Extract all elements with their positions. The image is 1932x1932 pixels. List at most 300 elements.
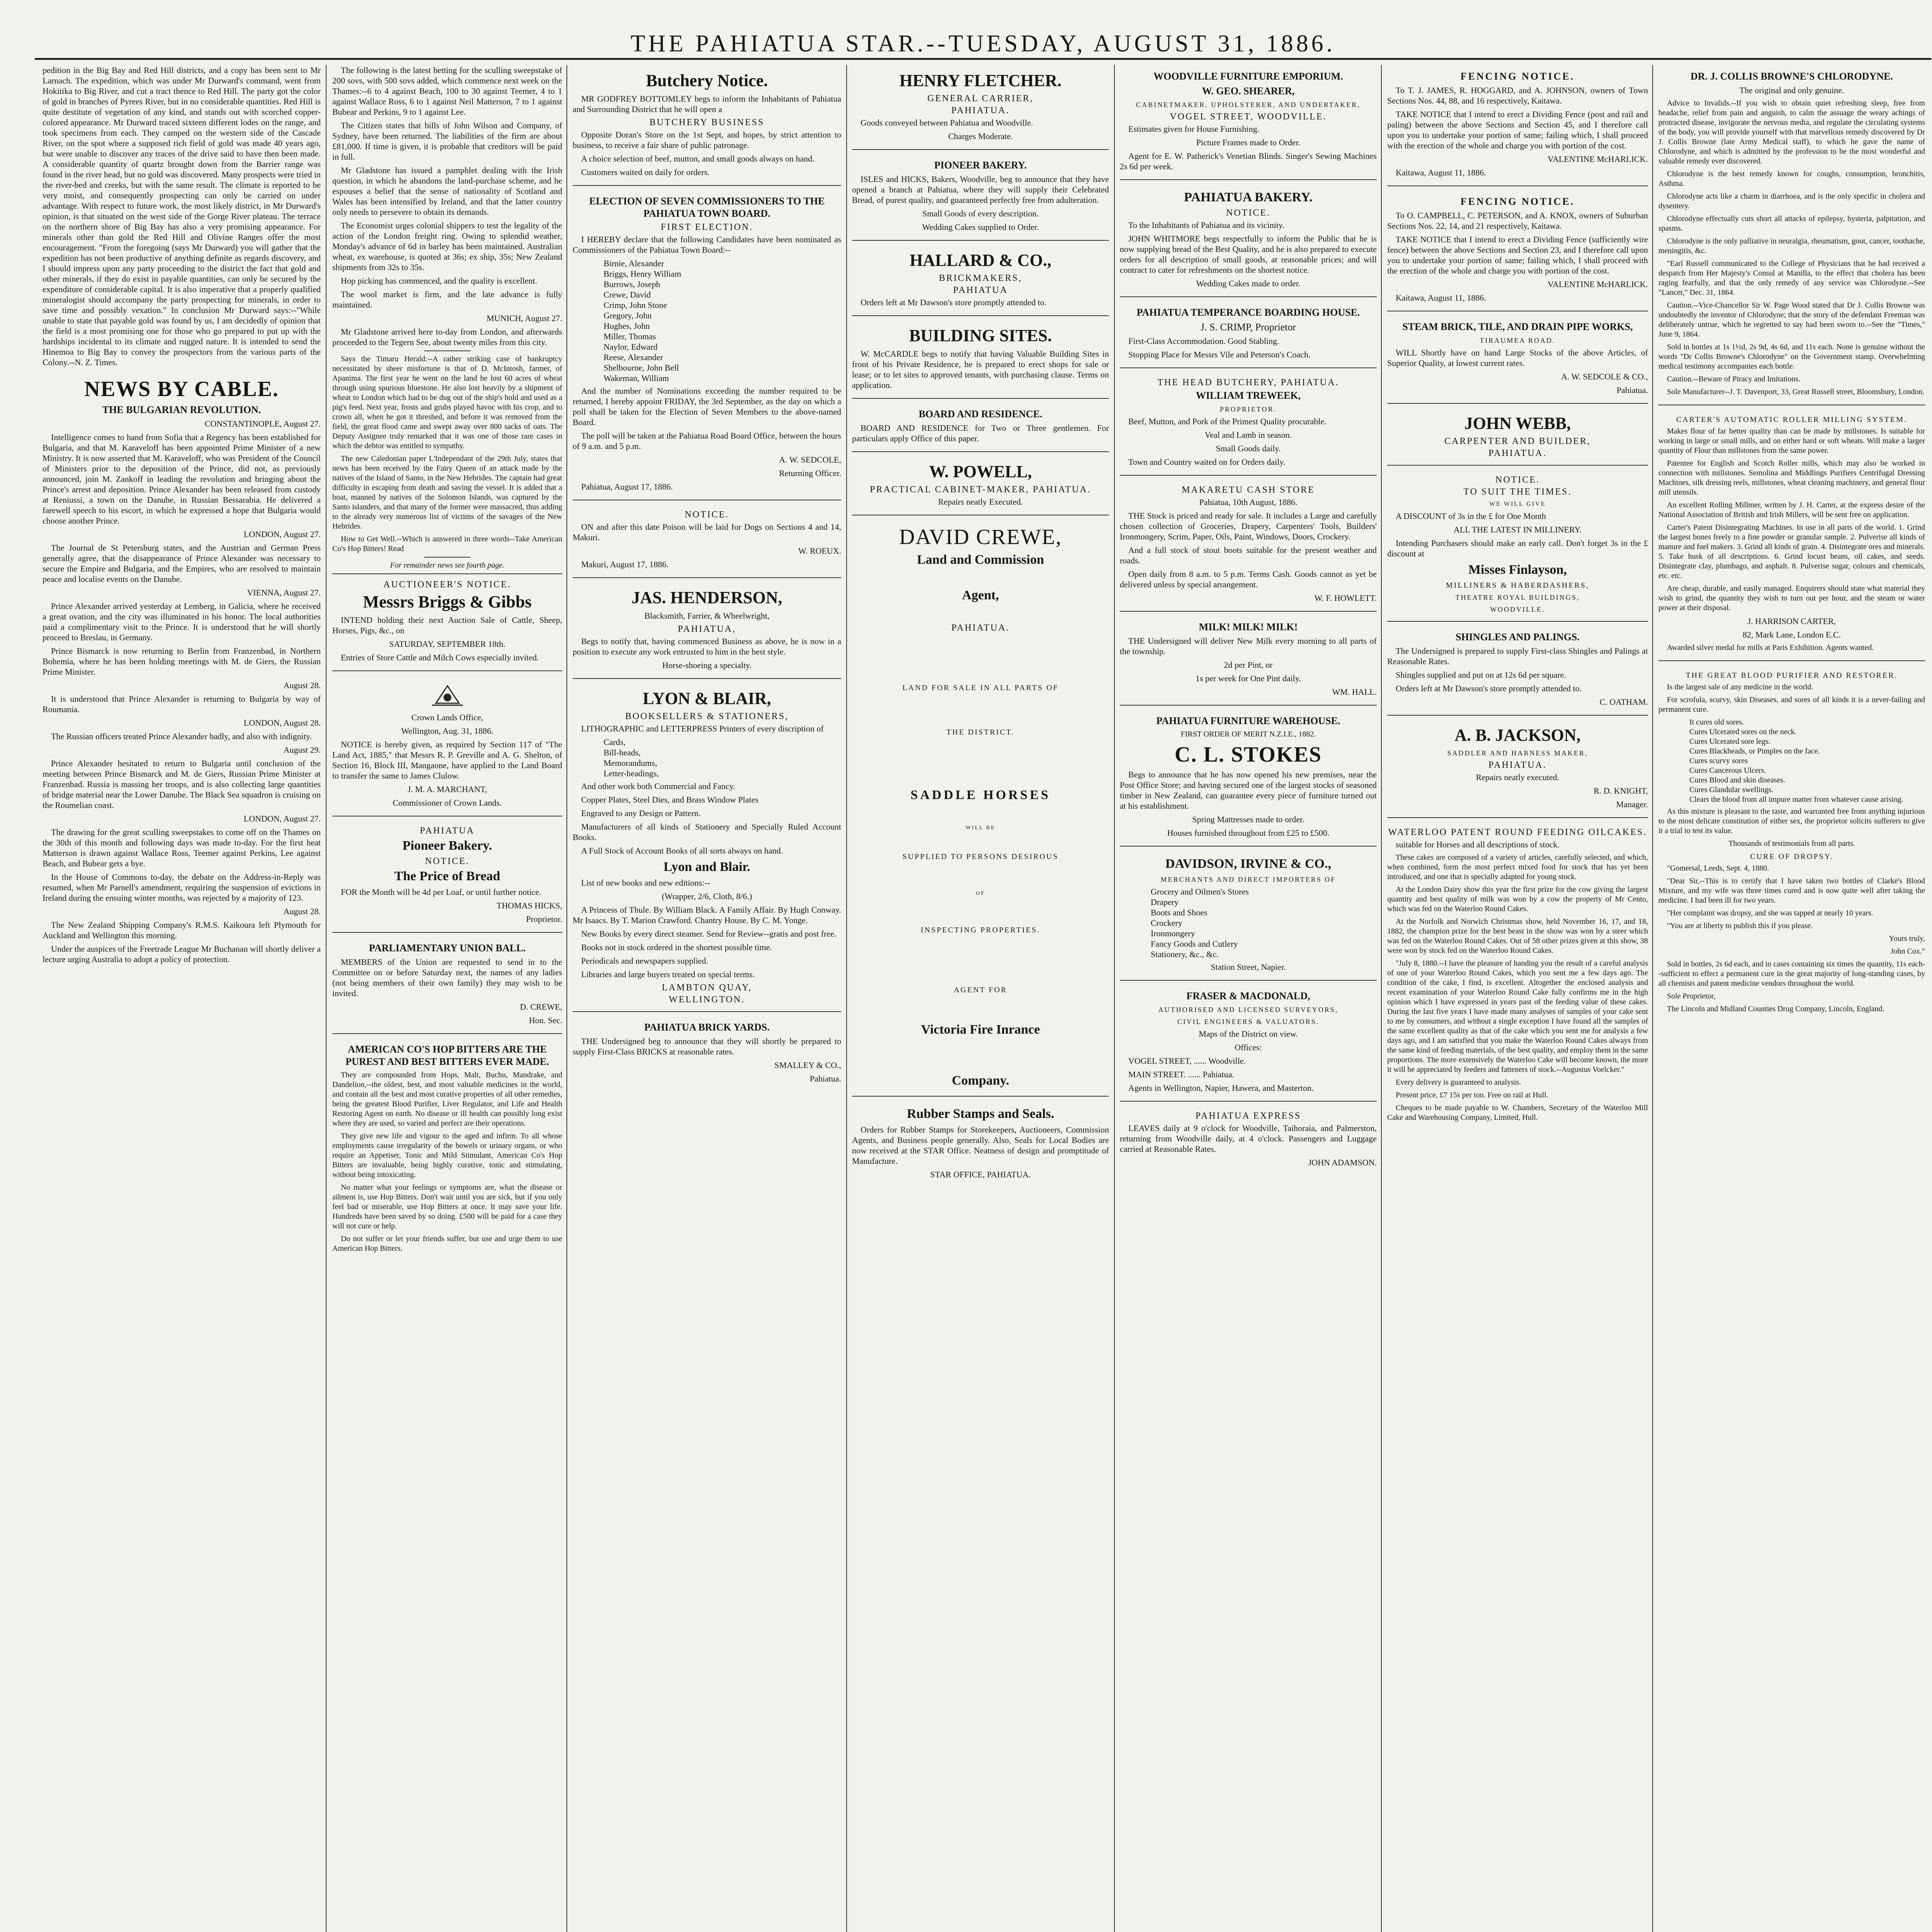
ad-text: Advice to Invalids.--If you wish to obtain quiet refreshing sleep, free from headache, relief from pain and anguish, to calm the assuage the weary achings of protracted disease, invigorate the nervous media, and regulate the circulating systems of the body, you will provide yourself with that marvellous remedy discovered by Dr J. Collis Browne (late Army Medical staff), to which he gave the name of Chlorodyne, and which is admitted by the profession to be the most wonderful and valuable remedy ever discovered. — [1658, 99, 1925, 165]
dispatch-place: LONDON, August 27. — [243, 814, 321, 823]
ad-title: JOHN WEBB, — [1464, 414, 1571, 433]
ad-text: Veal and Lamb in season. — [1204, 430, 1292, 440]
ad-title: PAHIATUA TEMPERANCE BOARDING HOUSE. — [1136, 307, 1360, 318]
column-6 — [1387, 65, 1648, 1932]
ad-text: Do not suffer or let your friends suffer, but use and urge them to use American Hop Bitters. — [332, 1235, 562, 1253]
ad-title: THE GREAT BLOOD PURIFIER AND RESTORER. — [1685, 671, 1898, 680]
dispatch-text: Prince Bismarck is now returning to Berlin from Franzenbad, in Northern Bohemia, where he has been holding meetings with M. de Giers, the Russian Prime Minister. — [43, 646, 321, 677]
candidate: Miller, Thomas — [604, 332, 656, 341]
ad-text: I HEREBY declare that the following Candidates have been nominated as Commissioners of the Pahiatua Town Board:-- — [573, 235, 841, 255]
ad-text: Cheques to be made payable to W. Chambers, Secretary of the Waterloo Mill Cake and Warehousing Company, Limited, Hull. — [1387, 1104, 1648, 1122]
ad-notice: NOTICE. — [1226, 208, 1270, 218]
list-item: Memorandums, — [604, 758, 657, 768]
ad-city: WELLINGTON. — [668, 995, 745, 1005]
ad-title: NOTICE. — [685, 510, 729, 520]
ad-union-ball — [332, 937, 562, 1034]
list-item: Cards, — [604, 737, 626, 747]
dispatch — [43, 418, 321, 526]
section-title: NEWS BY CABLE. — [84, 377, 279, 401]
ad-text: Orders left at Mr Dawson's store promptly attended to. — [861, 298, 1047, 307]
ad-office: Crown Lands Office, — [411, 713, 483, 722]
ad-crown-lands — [332, 675, 562, 816]
dispatch-place: LONDON, August 27. — [243, 529, 321, 539]
ad-subtitle: BRICKMAKERS, — [939, 273, 1022, 283]
dispatch-place: MUNICH, August 27. — [486, 313, 562, 323]
column-divider — [846, 65, 847, 1932]
dispatch-place: VIENNA, August 27. — [247, 588, 321, 597]
ad-blood-purifier — [1658, 665, 1925, 1022]
ad-text: Yours truly, — [1889, 934, 1925, 943]
dispatch-text: The Russian officers treated Prince Alexander badly, and also with indignity. — [51, 731, 312, 741]
ad-text: Town and Country waited on for Orders daily. — [1128, 457, 1286, 467]
candidate: Gregory, John — [604, 311, 652, 320]
ad-poison — [573, 504, 841, 578]
dispatch-text: The Journal de St Petersburg states, and the Austrian and German Press generally agree, that the disappearance of Prince Alexander was necessary to secure the Empire and Bulgaria, and the Empires, who are resolved to maintain peace and localise events on the Danube. — [43, 543, 321, 584]
ad-text: OF — [976, 891, 985, 896]
ad-title: ELECTION OF SEVEN COMMISSIONERS TO THE PAHIATUA TOWN BOARD. — [589, 196, 825, 219]
list-item: Letter-headings, — [604, 769, 659, 778]
ad-text: Caution.--Vice-Chancellor Sir W. Page Wood stated that Dr J. Collis Browne was undoubtedly the inventor of Chlorodyne; that the story of the defendant Freeman was deliberately untrue, which he regretted to say had been sworn to.--See the "Times," June 9, 1864. — [1658, 301, 1925, 338]
ad-text: Agents in Wellington, Napier, Hawera, and Masterton. — [1128, 1083, 1314, 1093]
ad-name: Misses Finlayson, — [1468, 563, 1567, 577]
ad-text: The Undersigned is prepared to supply First-class Shingles and Palings at Reasonable Rates. — [1387, 646, 1648, 666]
ad-text: JOHN WHITMORE begs respectfully to inform the Public that he is now supplying bread of the Best Quality, and he is also prepared to execute orders for all description of small goods, at reasonable prices; and will contract to cater for refreshments on the shortest notice. — [1120, 234, 1377, 275]
ad-title: MILK! MILK! MILK! — [1199, 621, 1298, 633]
ad-text: Orders for Rubber Stamps for Storekeepers, Auctioneers, Commission Agents, and Business people generally. Also, Seals for Local Bodies are now received at the STAR Office. Neatness of design and promptitude of Manufacture. — [852, 1125, 1109, 1166]
ad-text: Orders left at Mr Dawson's store promptly attended to. — [1396, 684, 1582, 693]
ad-subtitle: W. GEO. SHEARER, — [1202, 85, 1295, 97]
ad-subtitle: FIRST ELECTION. — [660, 222, 753, 232]
column-4 — [852, 65, 1109, 1932]
ad-text: THE Undersigned will deliver New Milk every morning to all parts of the township. — [1120, 636, 1377, 656]
ad-title: Lyon and Blair. — [663, 860, 750, 874]
candidate: Reese, Alexander — [604, 352, 663, 362]
dispatch-text: In the House of Commons to-day, the debate on the Address-in-Reply was resumed, when Mr Parnell's amendment, requiring the suspension of evictions in Ireland during the ensuing winter months, was rejected by a majority of 123. — [43, 872, 321, 903]
ad-title: W. POWELL, — [929, 462, 1032, 481]
news-paragraph: The following is the latest betting for the sculling sweepstake of 200 sovs, with 500 sovs added, which commence next week on the Thames:--6 to 4 against Beach, 100 to 30 against Teemer, 4 to 1 against Wallace Ross, 6 to 1 against Neil Matterson, 7 to 1 against Bubear and Perkins, 9 to 1 against Lee. — [332, 65, 562, 117]
ad-address: THEATRE ROYAL BUILDINGS, — [1455, 594, 1580, 601]
ad-date: Kaitawa, August 11, 1886. — [1396, 293, 1486, 303]
dispatch — [43, 646, 321, 677]
ad-text: "July 8, 1880.--I have the pleasure of handing you the result of a careful analysis of one of your Waterloo Round Cakes, which you sent me a few days ago. The condition of the cake, I find, is excellent. Altogether the enclosed analysis and recent examination of your Waterloo Round Cake fully confirms me in the high opinion which I have expressed in years past of the feeding value of these cakes. During the last five years I have made many analyses of samples of your cake sent to me by consumers, and without a single exception I have found all the samples of the same excellent quality as that of the cake which you sent me for analysis a few days ago, and I am satisfied that you make the Waterloo Round Cakes always from the same kind of feeding materials, of the best quality, and employ them in the same proportions. The more extensively the Waterloo Cake will become known, the more it will be appreciated by feeders and fatteners of stock.--Augustus Voelcker." — [1387, 959, 1648, 1074]
ad-text: A choice selection of beef, mutton, and small goods always on hand. — [581, 154, 815, 163]
ad-title: WATERLOO PATENT ROUND FEEDING OILCAKES. — [1388, 827, 1647, 837]
ad-text: At the London Dairy show this year the first prize for the cow giving the largest quantity and best quality of milk was won by a cow the property of Mr Cento, which was fed on the Waterloo Round Cakes. — [1387, 885, 1648, 913]
ad-city: WOODVILLE. — [1490, 605, 1545, 613]
column-divider — [566, 65, 567, 1932]
ad-title: WOODVILLE FURNITURE EMPORIUM. — [1153, 71, 1343, 82]
ad-subtitle: GENERAL CARRIER, — [927, 94, 1034, 104]
ad-merit: FIRST ORDER OF MERIT N.Z.I.E., 1882. — [1180, 730, 1316, 738]
ad-title: THE HEAD BUTCHERY, PAHIATUA. — [1157, 378, 1339, 388]
ad-text: Open daily from 8 a.m. to 5 p.m. Terms Cash. Goods cannot as yet be delivered unless by special arrangement. — [1120, 569, 1377, 589]
ad-text: Stopping Place for Messrs Vile and Peterson's Coach. — [1128, 350, 1311, 359]
ad-title: PAHIATUA BAKERY. — [1184, 190, 1313, 204]
ad-text: Horse-shoeing a specialty. — [662, 660, 752, 670]
ad-address: Station Street, Napier. — [1211, 962, 1286, 972]
ad-subtitle: Company. — [952, 1073, 1009, 1088]
dispatch-text: Prince Alexander hesitated to return to Bulgaria until conclusion of the meeting between Prince Bismarck and M. de Giers, Russian Prime Minister at Franzenbad. Russia is massing her troops, and is also collecting large quantities of bridge material near the Lower Danube. The Black Sea squadron is cruising on the Roumelian coast. — [43, 759, 321, 810]
ad-title: MAKARETU CASH STORE — [1182, 485, 1315, 495]
ad-text: Caution.--Beware of Piracy and Imitations. — [1667, 375, 1801, 383]
ad-text: Houses furnished throughout from £25 to £500. — [1167, 828, 1330, 838]
ad-text: At the Norfolk and Norwich Christmas show, held November 16, 17, and 18, 1882, the champion prize for the best beast in the show was won by a steer which was fed on the Waterloo Round Cakes. Out of 58 other prizes given at this show, 38 were won by stock fed on the Waterloo Round Cakes. — [1387, 917, 1648, 955]
ad-text: Present price, £7 15s per ton. Free on rail at Hull. — [1396, 1091, 1548, 1099]
ad-signature: THOMAS HICKS, — [497, 901, 562, 910]
dispatch — [43, 529, 321, 584]
ad-subtitle: BUTCHERY BUSINESS — [649, 117, 765, 128]
list-item: Cures Cancerous Ulcers. — [1689, 766, 1766, 775]
ad-subtitle: CURE OF DROPSY. — [1750, 852, 1833, 861]
dispatch-place: CONSTANTINOPLE, August 27. — [204, 419, 321, 429]
ad-text: NOTICE is hereby given, as required by Section 117 of "The Land Act, 1885," that Messrs R. P. Greville and A. G. Shelton, of Section 16, Block III, Mangaone, have applied to the Land Board to transfer the same to James Clulow. — [332, 740, 562, 781]
ad-text: Small Goods of every description. — [922, 209, 1039, 218]
list-item: Fancy Goods and Cutlery — [1151, 939, 1238, 949]
ad-address: VOGEL STREET, WOODVILLE. — [1170, 112, 1327, 122]
ad-date: SATURDAY, SEPTEMBER 18th. — [389, 639, 505, 649]
ad-pioneer-bakery — [852, 154, 1109, 241]
ad-text: Sole Proprietor, — [1667, 992, 1716, 1000]
news-paragraph: Mr Gladstone arrived here to-day from London, and afterwards proceeded to the Tegern See, about twenty miles from this city. — [332, 327, 562, 347]
item-list — [573, 737, 841, 779]
ad-woodville-furniture — [1120, 65, 1377, 180]
ad-signature: STAR OFFICE, PAHIATUA. — [930, 1170, 1031, 1179]
candidate: Naylor, Edward — [604, 342, 658, 352]
ad-text: An excellent Rolling Millmer, written by J. H. Carter, at the express desire of the National Association of British and Irish Millers, will be sent free on application. — [1658, 501, 1925, 519]
news-paragraph: Hop picking has commenced, and the quality is excellent. — [341, 276, 537, 286]
ad-furniture-warehouse — [1120, 709, 1377, 847]
ad-text: LITHOGRAPHIC and LETTERPRESS Printers of every discription of — [581, 724, 824, 733]
ad-brick-yards — [573, 1016, 841, 1092]
ad-text: Goods conveyed between Pahiatua and Woodville. — [861, 118, 1033, 128]
column-3 — [573, 65, 841, 1932]
ad-text: MEMBERS of the Union are requested to send in to the Committee on or before Saturday next, the names of any ladies (not being members of their own family) they may wish to be invited. — [332, 957, 562, 998]
ad-butchery — [573, 65, 841, 186]
ad-text: Wedding Cakes supplied to Order. — [922, 222, 1039, 232]
ad-finlayson — [1387, 469, 1648, 622]
ad-john-webb — [1387, 408, 1648, 466]
ad-steam-brick — [1387, 315, 1648, 404]
ad-text: Chlorodyne is the best remedy known for coughs, consumption, bronchitis, Asthma. — [1658, 170, 1925, 188]
ad-title: DAVIDSON, IRVINE & CO., — [1165, 857, 1331, 871]
ad-text: The original and only genuine. — [1739, 85, 1844, 95]
ad-text: TAKE NOTICE that I intend to erect a Dividing Fence (post and rail and paling) between the above Sections and Section 45, and I therefore call upon you to undertake your portion of same; failing which, I shall proceed with the erection of the whole and charge you with portion of the cost. — [1387, 109, 1648, 150]
candidate: Burrows, Joseph — [604, 279, 660, 289]
ad-title: HENRY FLETCHER. — [899, 71, 1062, 90]
ad-text: The poll will be taken at the Pahiatua Road Board Office, between the hours of 9 a.m. and 5 p.m. — [573, 431, 841, 451]
ad-board-residence — [852, 403, 1109, 452]
ad-text: 2d per Pint, or — [1224, 660, 1273, 670]
ad-text: LEAVES daily at 9 o'clock for Woodville, Taihoraia, and Palmerston, returning from Woodville daily, at 4 o'clock. Passengers and Luggage carried at Reasonable Rates. — [1120, 1123, 1377, 1154]
ad-shingles — [1387, 626, 1648, 716]
ad-heading: AUCTIONEER'S NOTICE. — [383, 580, 511, 590]
ad-text: ISLES and HICKS, Bakers, Woodville, beg to announce that they have opened a branch at Pahiatua, where they will supply their Celebrated Bread, of purest quality, and guaranteed perfectly free from adulteration. — [852, 174, 1109, 205]
ad-building-sites — [852, 320, 1109, 399]
ad-place: Pahiatua. — [1616, 385, 1648, 395]
ad-role: Proprietor. — [526, 914, 562, 924]
ad-temperance — [1120, 301, 1377, 368]
ad-subtitle: J. S. CRIMP, Proprietor — [1200, 321, 1296, 333]
ad-subtitle: Agent, — [962, 588, 999, 602]
ad-text: Picture Frames made to Order. — [1196, 138, 1301, 147]
ad-text: Offices: — [1235, 1043, 1262, 1052]
ad-role: Returning Officer. — [779, 468, 841, 478]
ad-text: Chlorodyne acts like a charm in diarrhoea, and is the only specific in cholera and dysentery. — [1658, 192, 1925, 210]
dispatch — [43, 906, 321, 940]
ad-signature: W. ROEUX. — [798, 546, 841, 556]
ad-role: Hon. Sec. — [529, 1015, 562, 1025]
ad-text: New Books by every direct steamer. Send for Review--gratis and post free. — [581, 929, 837, 939]
ad-text: Begs to announce that he has now opened his new premises, near the Post Office Store; and having secured one of the largest stocks of seasoned timber in New Zealand, can guarantee every piece of furniture turned out at his establishment. — [1120, 770, 1377, 811]
column-divider — [1652, 65, 1653, 1932]
ad-signature: SMALLEY & CO., — [774, 1060, 841, 1070]
ad-signature: A. W. SEDCOLE & CO., — [1561, 372, 1648, 381]
list-item: It cures old sores. — [1689, 718, 1744, 726]
ad-text: BOARD AND RESIDENCE for Two or Three gentlemen. For particulars apply Office of this paper. — [852, 423, 1109, 443]
ad-text: Entries of Store Cattle and Milch Cows especially invited. — [341, 653, 539, 662]
ad-signature: D. CREWE, — [520, 1002, 562, 1012]
ad-text: 1s per week for One Pint daily. — [1196, 673, 1301, 683]
ad-place: PAHIATUA — [953, 285, 1008, 295]
news-paragraph: The new Caledonian paper L'Independant of the 29th July, states that news has been received by the Fairy Queen of an attack made by the natives of the Island of Santo, in the New Hebrides. The captain had great difficulty in escaping from death and saving the vessel. It is added that a boat, manned by natives of the Solomon Islands, was captured by the Santo islanders, and that many of the former were massacred, thus adding to the already very numerous list of victims of the savages of the New Hebrides. — [332, 454, 562, 531]
news-paragraph: Mr Gladstone has issued a pamphlet dealing with the Irish question, in which he abandons the land-purchase scheme, and he espouses a belief that the sense of nationality of Scotland and Wales has been intensified by Ireland, and that the latter country only needs to persevere to obtain its demands. — [332, 165, 562, 217]
dispatch-place: August 28. — [283, 906, 321, 916]
ad-fletcher — [852, 65, 1109, 150]
ad-date: Pahiatua, 10th August, 1886. — [1199, 497, 1298, 507]
ad-text: Is the largest sale of any medicine in the world. — [1667, 683, 1813, 691]
news-paragraph: The wool market is firm, and the late advance is fully maintained. — [332, 289, 562, 310]
ad-place: PAHIATUA. — [951, 105, 1010, 116]
news-paragraph: The Citizen states that bills of John Wilson and Company, of Sydney, have been returned. The liabilities of the firm are about £81,000. If time is given, it is probable that creditors will be paid in full. — [332, 121, 562, 162]
ad-lyon-blair — [573, 683, 841, 1012]
ad-title: BOARD AND RESIDENCE. — [918, 408, 1043, 420]
ad-text: Carter's Patent Disintegrating Machines. In use in all parts of the world. 1. Grind the largest bones freely to a fine powder or granular sample. 2. Pulverise all kinds of manure and fuel makers. 3. Grind all kinds of grain. 4. Disintegrate ores and minerals. 5. Take husk of all descriptions. 6. Grind locust beans, oil cakes, and seeds. Disintegrate clay, plumbago, and asphalt. 8. Pulverise sugar, colours and chemicals, etc. etc. — [1658, 523, 1925, 580]
ad-text: THE Stock is priced and ready for sale. It includes a Large and carefully chosen collection of Groceries, Drapery, Carpenters' Tools, Builders' Ironmongery, Scrim, Paper, Oils, Paint, Windows, Doors, Crockery. — [1120, 511, 1377, 541]
ad-fencing-notice-2 — [1387, 190, 1648, 311]
candidate: Shelbourne, John Bell — [604, 363, 679, 372]
ad-place: PAHIATUA, — [678, 624, 736, 634]
column-2 — [332, 65, 562, 1932]
list-item: Drapery — [1151, 897, 1179, 907]
ad-title: Messrs Briggs & Gibbs — [363, 592, 532, 611]
ad-rubber-stamps — [852, 1100, 1109, 1187]
ad-text: Customers waited on daily for orders. — [581, 167, 710, 177]
ad-text: TAKE NOTICE that I intend to erect a Dividing Fence (sufficiently wire fence) between the above Sections and Section 23, and I therefore call upon you to undertake your portion of same; failing which, I shall proceed with the erection of the whole and charge you with portion of the cost. — [1387, 235, 1648, 276]
ad-text: Charges Moderate. — [948, 131, 1013, 141]
ad-text: suitable for Horses and all descriptions of stock. — [1396, 840, 1560, 849]
dispatch-place: August 28. — [283, 680, 321, 690]
ad-place: Pahiatua. — [810, 1074, 841, 1083]
news-paragraph: How to Get Well.--Which is answered in three words--Take American Co's Hop Bitters! Read — [332, 535, 562, 553]
ad-subtitle: CARPENTER AND BUILDER, — [1444, 436, 1591, 446]
ad-notice: NOTICE. — [425, 856, 469, 866]
ad-text: Intending Purchasers should make an early call. Don't forget 3s in the £ discount at — [1387, 538, 1648, 558]
ad-text: Beef, Mutton, and Pork of the Primest Quality procurable. — [1128, 417, 1327, 426]
candidate: Briggs, Henry William — [604, 269, 681, 279]
ad-text: Spring Mattresses made to order. — [1192, 815, 1304, 824]
ad-text: Libraries and large buyers treated on special terms. — [581, 969, 755, 979]
ad-text: And other work both Commercial and Fancy. — [581, 781, 735, 791]
ad-text: Every delivery is guaranteed to analysis. — [1396, 1078, 1521, 1087]
ad-text: Patentee for English and Scotch Roller mills, which may also be worked in connection with millstones. Semolina and Middlings Purifiers Centrifugal Dressing Machines, silk dressing reels, millstones, wheat cleaning machinery, and general flour mill utensils. — [1658, 459, 1925, 497]
ad-text: Agent for E. W. Patherick's Venetian Blinds. Singer's Sewing Machines 2s 6d per week. — [1120, 151, 1377, 171]
ad-text: VOGEL STREET, ...... Woodville. — [1128, 1056, 1246, 1066]
ad-text: For scrofula, scurvy, skin Diseases, and sores of all kinds it is a never-failing and permanent cure. — [1658, 696, 1925, 714]
column-divider — [1114, 65, 1115, 1932]
ad-text: "Dear Sir,--This is to certify that I have taken two bottles of Clarke's Blood Mixture, and my wife was three times cured and is now quite well after taking the medicine. I had been ill for two years. — [1658, 877, 1925, 905]
news-paragraph: Says the Timaru Herald:--A rather striking case of bankruptcy necessitated by sheer misfortune is that of D. McIntosh, farmer, of Apanima. The first year he went on the land he lost 60 acres of wheat through using spurious bluestone. He also lost heavily by a shipment of wheat to London which had to be dug out of the ship's hold and used as a pig's feed. Next year, frosts and grubs played havoc with his crop, and to crown all, when he got it threshed, and before it was removed from the field, the great flood came and swept away over 800 sacks of oats. The Deputy Assignee truly remarked that it was one of those rare cases in which the debtor was entitled to sympathy. — [332, 355, 562, 450]
ad-place: PAHIATUA. — [1488, 448, 1547, 458]
ad-subtitle: MERCHANTS AND DIRECT IMPORTERS OF — [1160, 876, 1336, 883]
ad-text: Chlorodyne effectually cuts short all attacks of epilepsy, hysteria, palpitation, and spasms. — [1658, 214, 1925, 233]
ad-place: PAHIATUA. — [951, 623, 1010, 633]
list-item: Bill-heads, — [604, 748, 641, 757]
ad-subtitle: Land and Commission — [917, 553, 1044, 567]
ad-text: W. McCARDLE begs to notify that having Valuable Building Sites in front of his Private Residence, he is prepared to erect shops for sale or lease; or to let sites to approved tenants, with purchasing clause. Terms on application. — [852, 349, 1109, 390]
ad-text: To T. J. JAMES, R. HOGGARD, and A. JOHNSON, owners of Town Sections Nos. 44, 88, and 16 respectively, Kaitawa. — [1387, 85, 1648, 105]
ad-carter-milling — [1658, 409, 1925, 661]
ad-text: List of new books and new editions:-- — [581, 878, 710, 888]
ad-text: THE DISTRICT. — [946, 728, 1015, 736]
ad-milk — [1120, 616, 1377, 706]
divider — [424, 557, 471, 558]
ad-hop-bitters — [332, 1038, 562, 1261]
ad-election — [573, 190, 841, 500]
ad-title: DAVID CREWE, — [899, 525, 1062, 549]
ad-text: Estimates given for House Furnishing. — [1128, 124, 1260, 134]
dispatch-text: Under the auspices of the Freetrade League Mr Buchanan will shortly deliver a lecture urging Australia to adopt a policy of protection. — [43, 944, 321, 964]
ad-text: INTEND holding their next Auction Sale of Cattle, Sheep, Horses, Pigs, &c., on — [332, 615, 562, 635]
ad-text: Periodicals and newspapers supplied. — [581, 956, 708, 966]
ad-text: Repairs neatly executed. — [1476, 772, 1560, 782]
ad-text: MR GODFREY BOTTOMLEY begs to inform the Inhabitants of Pahiatua and Surrounding District that he will open a — [573, 94, 841, 114]
ad-title: FRASER & MACDONALD, — [1186, 990, 1310, 1002]
ad-text: Awarded silver medal for mills at Paris Exhibition. Agents wanted. — [1667, 643, 1874, 652]
ad-subtitle: PRACTICAL CABINET-MAKER, PAHIATUA. — [870, 485, 1091, 495]
list-item: Boots and Shoes — [1151, 908, 1208, 917]
ad-powell — [852, 456, 1109, 515]
ad-date: Pahiatua, August 17, 1886. — [581, 482, 673, 492]
dispatch-text: Prince Alexander arrived yesterday at Lemberg, in Galicia, where he received a great ovation, and the city was illuminated in his honor. The local authorities paid a complimentary visit to the Prince. It is understood that he will shortly proceed to Breslau, in Germany. — [43, 601, 321, 642]
ad-title: Rubber Stamps and Seals. — [906, 1107, 1054, 1121]
ad-notice: NOTICE. — [1495, 475, 1540, 485]
ad-pioneer-bakery-price — [332, 820, 562, 933]
ad-text: Small Goods daily. — [1216, 444, 1281, 453]
ad-title: CARTER'S AUTOMATIC ROLLER MILLING SYSTEM. — [1676, 415, 1907, 424]
ad-text: MAIN STREET. ...... Pahiatua. — [1128, 1070, 1234, 1079]
ad-signature: J. M. A. MARCHANT, — [407, 784, 487, 794]
ad-chlorodyne — [1658, 65, 1925, 405]
ad-subtitle: WILLIAM TREWEEK, — [1196, 390, 1301, 401]
ad-subtitle: MILLINERS & HABERDASHERS, — [1446, 581, 1590, 590]
ad-date: Kaitawa, August 11, 1886. — [1396, 168, 1486, 177]
ad-pahiatua-bakery — [1120, 184, 1377, 297]
column-7 — [1658, 65, 1925, 1932]
ad-text: FOR the Month will be 4d per Loaf, or until further notice. — [341, 887, 541, 897]
ad-text: Sold in bottles at 1s 1½d, 2s 9d, 4s 6d, and 11s each. None is genuine without the words "Dr Collis Browne's Chlorodyne" on the Government stamp. Overwhelming medical testimony accompanies each bottle. — [1658, 343, 1925, 371]
ad-title: STEAM BRICK, TILE, AND DRAIN PIPE WORKS, — [1402, 321, 1633, 332]
ad-role: PROPRIETOR. — [1219, 405, 1277, 413]
ad-place: PAHIATUA. — [1488, 760, 1547, 770]
divider — [424, 350, 471, 351]
dispatch-text: It is understood that Prince Alexander is returning to Bulgaria by way of Roumania. — [43, 694, 321, 714]
ad-text: WILL Shortly have on hand Large Stocks of the above Articles, of Superior Quality, at lowest current rates. — [1387, 348, 1648, 368]
newspaper-title: THE PAHIATUA STAR.--TUESDAY, AUGUST 31, 1886. — [630, 31, 1336, 57]
ad-text: "Her complaint was dropsy, and she was tapped at nearly 10 years. — [1667, 909, 1873, 917]
ad-text: Manufacturers of all kinds of Stationery and Specially Ruled Account Books. — [573, 822, 841, 842]
ad-role: CIVIL ENGINEERS & VALUATORS. — [1177, 1018, 1320, 1026]
ad-title: TO SUIT THE TIMES. — [1463, 487, 1572, 497]
ad-text: A Full Stock of Account Books of all sorts always on hand. — [581, 846, 783, 855]
ad-title: PAHIATUA FURNITURE WAREHOUSE. — [1156, 715, 1340, 726]
ad-text: Wedding Cakes made to order. — [1196, 279, 1301, 288]
ad-david-crewe — [852, 519, 1109, 1097]
ad-text: A DISCOUNT of 3s in the £ for One Month — [1396, 511, 1546, 521]
dispatch — [43, 745, 321, 810]
list-item: Grocery and Oilmen's Stores — [1151, 887, 1249, 896]
ad-text: They are compounded from Hops, Malt, Buchu, Mandrake, and Dandelion,--the oldest, best, and most valuable medicines in the world, and contain all the best and most curative properties of all other remedies, being the greatest Blood Purifier, Liver Regulator, and Life and Health Restoring Agent on earth. No disease or ill health can possibly long exist where they are used, so varied and perfect are their operations. — [332, 1071, 562, 1128]
candidate-list — [573, 258, 841, 383]
ad-text: "Gomersal, Leeds, Sept. 4, 1880. — [1667, 864, 1769, 872]
dispatch — [43, 587, 321, 643]
dispatch — [43, 680, 321, 714]
ad-text: As this mixture is pleasant to the taste, and warranted free from anything injurious to the most delicate constitution of either sex, the proprietor solicits sufferers to give it a trial to test its value. — [1658, 807, 1925, 835]
dispatch-text: Intelligence comes to hand from Sofia that a Regency has been established for Bulgaria, and that M. Karaveloff has been appointed Prime Minister of a new Ministry. It is now asserted that M. Karaveloff, who was President of the Council of Ministers prior to the deposition of the Prince, did not, as previously announced, join M. Zankoff in leading the revolution and bringing about the Prince's arrest and deposition. Prince Alexander has been released from custody at Reniussi, a town on the Danube, in Russian Bessarabia. He delivered a farewell speech to his escort, in which he expressed a hope that Bulgaria would choose another Prince. — [43, 432, 321, 526]
ad-address: 82, Mark Lane, London E.C. — [1742, 630, 1841, 639]
ad-text: Sold in bottles, 2s 6d each, and in cases containing six times the quantity, 11s each--sufficient to effect a permanent cure in the great majority of long-standing cases, by all chemists and patent medicine vendors throughout the world. — [1658, 960, 1925, 988]
ad-title: PAHIATUA EXPRESS — [1195, 1111, 1301, 1121]
ad-text: SUPPLIED TO PERSONS DESIROUS — [902, 852, 1059, 861]
dispatch — [43, 813, 321, 869]
ad-date: Wellington, Aug. 31, 1886. — [401, 726, 493, 736]
ad-signature: WM. HALL. — [1332, 687, 1377, 697]
list-item: Cures Blackheads, or Pimples on the face. — [1689, 747, 1820, 755]
ad-subtitle: The Price of Bread — [394, 869, 500, 883]
ad-text: Are cheap, durable, and easily managed. Enquirers should state what material they wish to grind, the quantity they wish to turn out per hour, and the steam or water power at their disposal. — [1658, 584, 1925, 612]
ad-signature: A. W. SEDCOLE, — [779, 455, 841, 464]
ad-text: "You are at liberty to publish this if you please. — [1667, 922, 1813, 930]
ad-title: A. B. JACKSON, — [1454, 726, 1581, 745]
ad-title: JAS. HENDERSON, — [631, 588, 782, 607]
list-item: Cures Glandular swellings. — [1689, 786, 1774, 794]
ad-briggs — [332, 573, 562, 671]
ad-text: To the Inhabitants of Pahiatua and its vicinity. — [1128, 220, 1284, 230]
ad-waterloo-oilcakes — [1387, 822, 1648, 1130]
candidate: Hughes, John — [604, 321, 650, 331]
ad-subtitle: Blacksmith, Farrier, & Wheelwright, — [644, 611, 770, 621]
ad-davidson-irvine — [1120, 850, 1377, 981]
ad-title: DR. J. COLLIS BROWNE'S CHLORODYNE. — [1690, 71, 1893, 82]
crest-icon — [430, 682, 465, 709]
candidate: Birnie, Alexander — [604, 259, 664, 268]
ad-role: Commissioner of Crown Lands. — [393, 798, 502, 808]
candidate: Crimp, John Stone — [604, 300, 667, 310]
ad-text: No matter what your feelings or symptoms are, what the disease or ailment is, use Hop Bitters. Don't wait until you are sick, but if you only feel bad or miserable, use Hop Bitters at once. It may save your life. Hundreds have been saved by so doing. £500 will be paid for a case they will not cure or help. — [332, 1183, 562, 1230]
ad-title: FENCING NOTICE. — [1460, 71, 1575, 82]
list-item: Cures scurvy sores — [1689, 757, 1748, 765]
ad-address: LAMBTON QUAY, — [662, 983, 752, 993]
ad-hallard — [852, 245, 1109, 316]
column-1 — [43, 65, 321, 1932]
ad-text: And a full stock of stout boots suitable for the present weather and roads. — [1120, 545, 1377, 565]
ad-text: "Earl Russell communicated to the College of Physicians that he had received a despatch from Her Majesty's Consul at Manilla, to the effect that cholera has been raging fearfully, and that the only remedy of any service was Chlorodyne.--See "Lancet," Dec. 31, 1864. — [1658, 259, 1925, 297]
dispatch-text: The drawing for the great sculling sweepstakes to come off on the Thames on the 30th of this month and following days was made to-day. For the first heat Matterson is drawn against Wallace Ross, Teemer against Perkins, Lee against Beach, and Bubear gets a bye. — [43, 827, 321, 868]
ad-title: PAHIATUA BRICK YARDS. — [644, 1022, 770, 1033]
ad-title: PIONEER BAKERY. — [934, 160, 1027, 171]
ad-fencing-notice-1 — [1387, 65, 1648, 186]
ad-text: Opposite Doran's Store on the 1st Sept, and hopes, by strict attention to business, to receive a fair share of public patronage. — [573, 130, 841, 150]
ad-text: WILL BE — [966, 825, 995, 831]
